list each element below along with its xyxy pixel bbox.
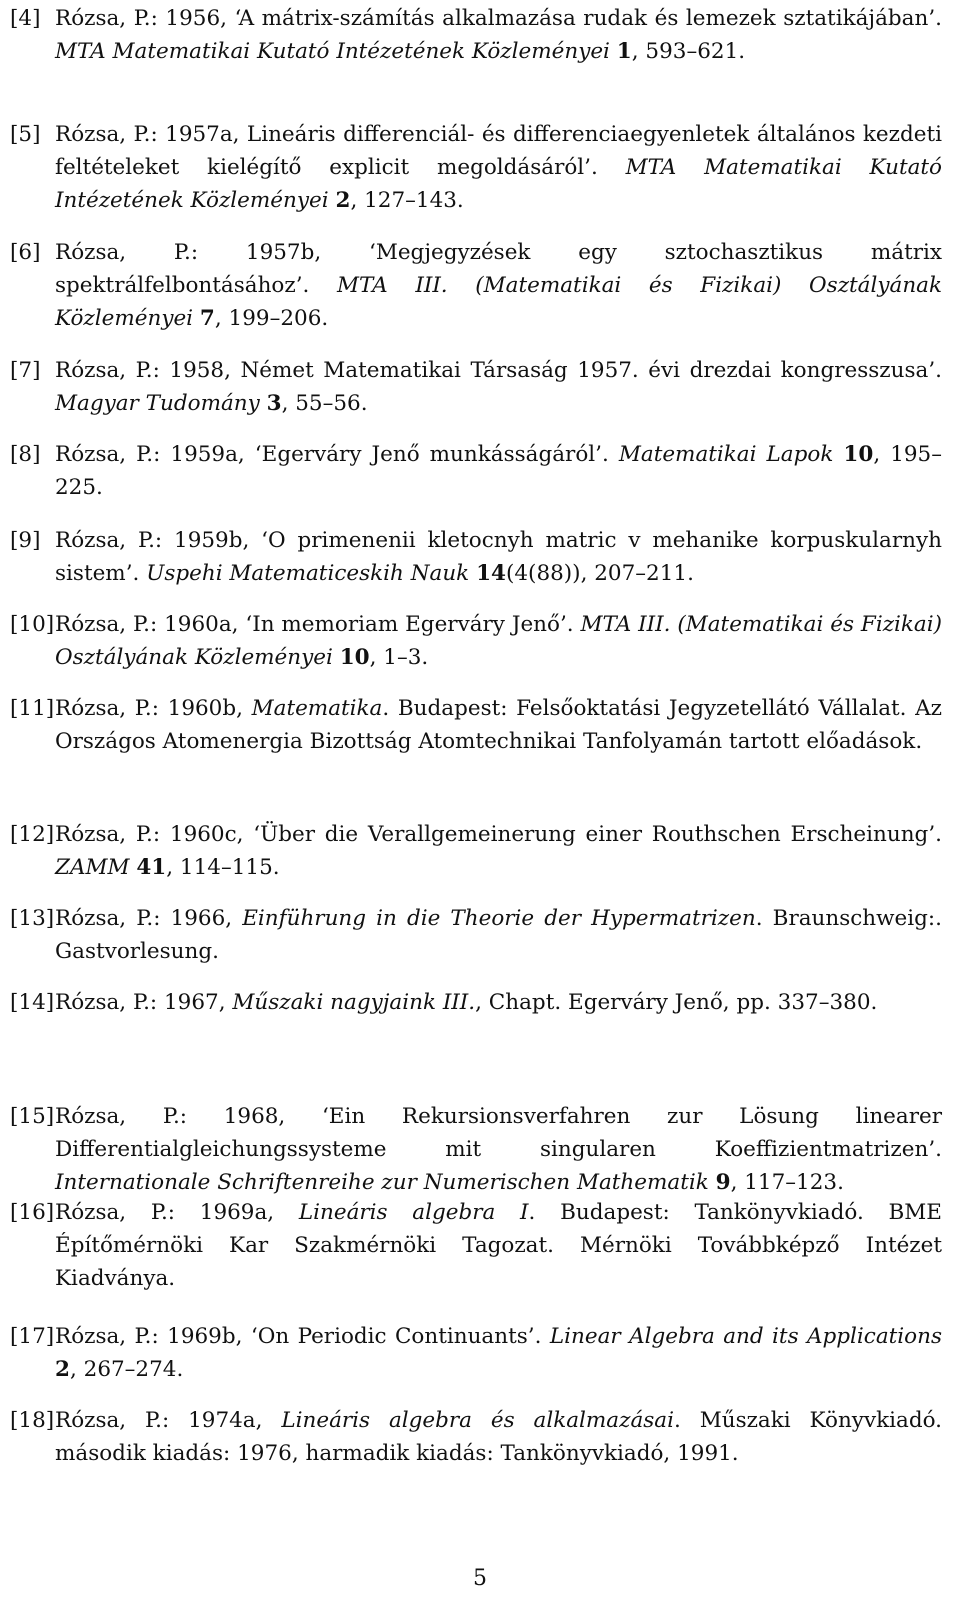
reference-item — [10, 2, 942, 68]
reference-number: [10] — [10, 612, 55, 637]
reference-text: Rózsa, P.: 1958, Német Matematikai Társaság 1957. évi drezdai kongresszusa’. — [55, 358, 942, 383]
reference-text: . Budapest: Felsőoktatási Jegyzetellátó Vállalat. Az Országos Atomenergia Bizottság Atomtechnikai Tanfolyamán tartott előadások. — [55, 696, 942, 754]
reference-number: [11] — [10, 696, 55, 721]
reference-text — [193, 306, 200, 331]
reference-title-italic: Matematika — [251, 696, 383, 721]
reference-number: [4] — [10, 6, 41, 31]
reference-volume: 2 — [335, 188, 351, 213]
reference-item — [10, 1100, 942, 1199]
reference-text: , 199–206. — [214, 306, 329, 331]
reference-item — [10, 818, 942, 884]
reference-text — [833, 442, 843, 467]
reference-volume: 41 — [136, 855, 167, 880]
reference-text: , 114–115. — [166, 855, 280, 880]
reference-title-italic: MTA Matematikai Kutató Intézetének Közleményei — [55, 39, 610, 64]
reference-text: , 1–3. — [369, 645, 429, 670]
reference-text: Rózsa, P.: 1969a, — [55, 1200, 299, 1225]
reference-text: , 195–225. — [55, 442, 942, 500]
reference-volume: 14 — [476, 561, 506, 586]
reference-text: , Chapt. Egerváry Jenő, pp. 337–380. — [475, 990, 878, 1015]
reference-text: Rózsa, P.: 1957a, Lineáris differenciál- és differenciaegyenletek általános kezdeti feltételeket kielégítő explicit megoldásáról’. — [55, 122, 942, 180]
reference-text: Rózsa, P.: 1960c, ‘Über die Verallgemeinerung einer Routhschen Erscheinung’. — [55, 822, 942, 847]
reference-title-italic: Matematikai Lapok — [618, 442, 834, 467]
reference-number: [17] — [10, 1324, 55, 1349]
reference-item — [10, 354, 942, 420]
reference-item — [10, 438, 942, 504]
reference-text: , 117–123. — [730, 1170, 844, 1195]
reference-volume: 7 — [199, 306, 215, 331]
reference-text: Rózsa, P.: 1957b, ‘Megjegyzések egy sztochasztikus mátrix spektrálfelbontásához’. — [55, 240, 942, 298]
reference-number: [5] — [10, 122, 41, 147]
reference-text — [709, 1170, 716, 1195]
reference-text: (4(88)), 207–211. — [505, 561, 694, 586]
reference-number: [14] — [10, 990, 55, 1015]
reference-volume: 3 — [266, 391, 282, 416]
reference-item — [10, 1320, 942, 1386]
reference-number: [8] — [10, 442, 41, 467]
reference-number: [7] — [10, 358, 41, 383]
reference-title-italic: Lineáris algebra I — [298, 1200, 529, 1225]
reference-item — [10, 692, 942, 758]
reference-item — [10, 1196, 942, 1295]
reference-item — [10, 524, 942, 590]
reference-item — [10, 236, 942, 335]
reference-number: [6] — [10, 240, 41, 265]
reference-text: Rózsa, P.: 1966, — [55, 906, 243, 931]
reference-text: , 267–274. — [69, 1357, 184, 1382]
reference-title-italic: MTA Matematikai Kutató Intézetének Közleményei — [55, 155, 942, 213]
reference-item — [10, 1404, 942, 1470]
reference-text: Rózsa, P.: 1967, — [55, 990, 233, 1015]
reference-text: , 55–56. — [281, 391, 368, 416]
reference-volume: 10 — [843, 442, 874, 467]
reference-text: . Braunschweig:. Gastvorlesung. — [55, 906, 942, 964]
reference-text: , 127–143. — [350, 188, 464, 213]
reference-number: [13] — [10, 906, 55, 931]
reference-text: Rózsa, P.: 1969b, ‘On Periodic Continuants’. — [55, 1324, 550, 1349]
reference-volume: 9 — [715, 1170, 731, 1195]
reference-text: Rózsa, P.: 1960b, — [55, 696, 252, 721]
reference-text: Rózsa, P.: 1968, ‘Ein Rekursionsverfahren zur Lösung linearer Differentialgleichungssysteme mit singularen Koeffizientmatrizen’. — [55, 1104, 942, 1162]
reference-title-italic: MTA III. (Matematikai és Fizikai) Osztályának Közleményei — [55, 273, 943, 331]
reference-number: [16] — [10, 1200, 55, 1225]
reference-title-italic: ZAMM — [55, 855, 130, 880]
reference-text — [260, 391, 267, 416]
reference-text: Rózsa, P.: 1960a, ‘In memoriam Egerváry Jenő’. — [55, 612, 581, 637]
reference-text: , 593–621. — [631, 39, 746, 64]
reference-item — [10, 608, 942, 674]
reference-number: [15] — [10, 1104, 55, 1129]
reference-text: Rózsa, P.: 1974a, — [55, 1408, 282, 1433]
reference-title-italic: MTA III. (Matematikai és Fizikai) Osztályának Közleményei — [55, 612, 943, 670]
reference-text — [610, 39, 617, 64]
reference-item — [10, 986, 942, 1019]
reference-text: Rózsa, P.: 1956, ‘A mátrix-számítás alkalmazása rudak és lemezek sztatikájában’. — [55, 6, 942, 31]
page-number: 5 — [473, 1566, 487, 1591]
reference-text — [333, 645, 340, 670]
reference-title-italic: Műszaki nagyjaink III. — [232, 990, 476, 1015]
reference-text: Rózsa, P.: 1959a, ‘Egerváry Jenő munkásságáról’. — [55, 442, 619, 467]
reference-title-italic: Lineáris algebra és alkalmazásai — [281, 1408, 674, 1433]
reference-item — [10, 118, 942, 217]
reference-title-italic: Einführung in die Theorie der Hypermatrizen — [242, 906, 756, 931]
reference-number: [18] — [10, 1408, 55, 1433]
reference-title-italic: Uspehi Matematiceskih Nauk — [146, 561, 470, 586]
reference-number: [12] — [10, 822, 55, 847]
reference-item — [10, 902, 942, 968]
reference-title-italic: Magyar Tudomány — [55, 391, 260, 416]
reference-text: . Budapest: Tankönyvkiadó. BME Építőmérnöki Kar Szakmérnöki Tagozat. Mérnöki Továbbképző Intézet Kiadványa. — [55, 1200, 942, 1291]
reference-volume: 1 — [616, 39, 632, 64]
reference-title-italic: Internationale Schriftenreihe zur Numerischen Mathematik — [55, 1170, 709, 1195]
reference-number: [9] — [10, 528, 41, 553]
reference-text: Rózsa, P.: 1959b, ‘O primenenii kletocnyh matric v mehanike korpuskularnyh sistem’. — [55, 528, 942, 586]
reference-title-italic: Linear Algebra and its Applications — [549, 1324, 943, 1349]
reference-volume: 2 — [55, 1357, 70, 1382]
reference-text: . Műszaki Könyvkiadó. második kiadás: 1976, harmadik kiadás: Tankönyvkiadó, 1991. — [55, 1408, 942, 1466]
reference-volume: 10 — [339, 645, 370, 670]
